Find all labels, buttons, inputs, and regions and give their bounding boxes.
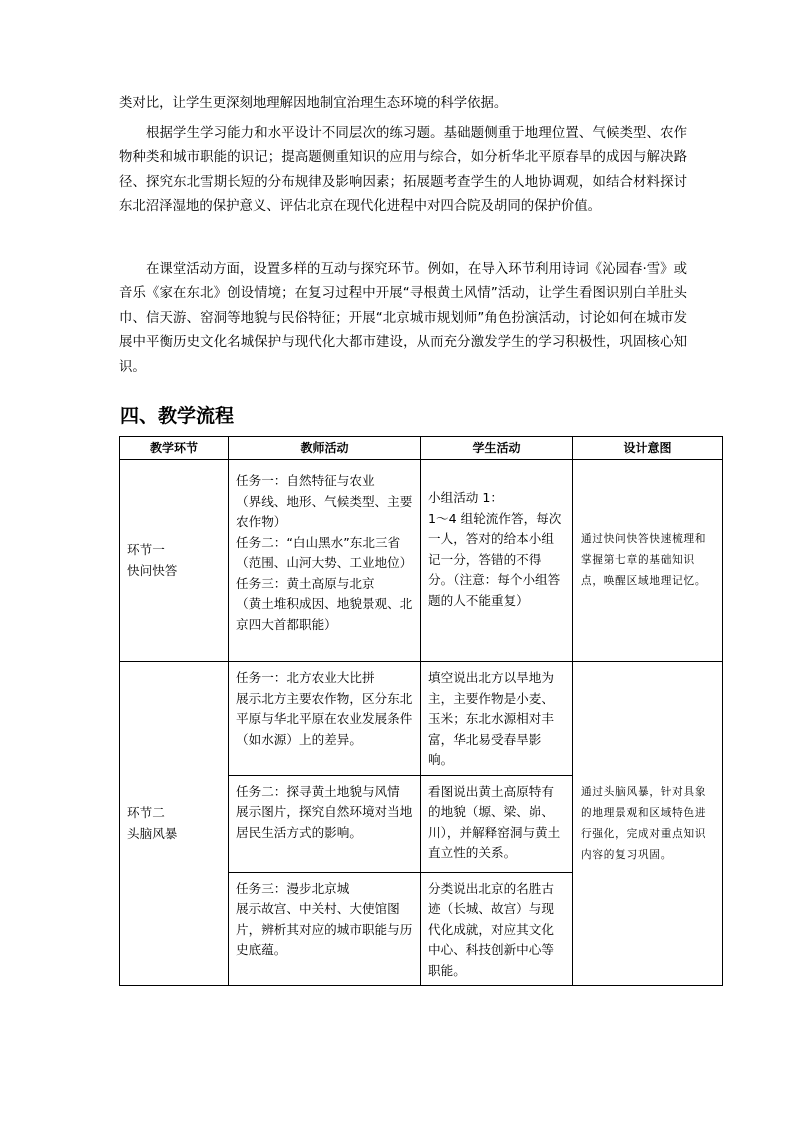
stage-1-label: 环节一 — [127, 542, 165, 557]
stage-2-teacher-task-2: 任务二：探寻黄土地貌与风情 展示图片，探究自然环境对当地居民生活方式的影响。 — [229, 775, 421, 872]
intro-paragraph-1: 类对比，让学生更深刻地理解因地制宜治理生态环境的科学依据。 — [119, 96, 508, 111]
stage-2-design-intent: 通过头脑风暴，针对具象的地理景观和区域特色进行强化，完成对重点知识内容的复习巩固。 — [573, 662, 723, 986]
stage-2-student-task-1: 填空说出北方以旱地为主，主要作物是小麦、玉米；东北水源相对丰富，华北易受春旱影响。 — [421, 662, 573, 776]
teaching-flow-table — [119, 436, 723, 986]
header-teacher: 教师活动 — [229, 437, 421, 460]
intro-paragraph-3: 在课堂活动方面，设置多样的互动与探究环节。例如，在导入环节利用诗词《沁园春·雪》或音乐《家在东北》创设情境；在复习过程中开展“寻根黄土风情”活动，让学生看图识别白羊肚头巾、信天游、窑洞等地貌与民俗特征；开展“北京城市规划师”角色扮演活动，讨论如何在城市发展中平衡历史文化名城保护与现代化大都市建设，从而充分激发学生的学习积极性，巩固核心知识。 — [119, 262, 687, 375]
table-row — [120, 662, 723, 776]
stage-1-name — [120, 460, 229, 662]
stage-1-teacher-activity: 任务一：自然特征与农业 （界线、地形、气候类型、主要农作物） 任务二：“白山黑水”东北三省 （范围、山河大势、工业地位） 任务三：黄土高原与北京 （黄土堆积成因、地貌景观、北京四大首都职能） — [229, 460, 421, 662]
stage-2-title: 头脑风暴 — [127, 825, 178, 841]
section-heading: 四、教学流程 — [120, 405, 235, 427]
stage-2-label: 环节二 — [127, 805, 165, 820]
header-student: 学生活动 — [421, 437, 573, 460]
stage-2-teacher-task-3: 任务三：漫步北京城 展示故宫、中关村、大使馆图片，辨析其对应的城市职能与历史底蕴。 — [229, 872, 421, 986]
intro-paragraph-2: 根据学生学习能力和水平设计不同层次的练习题。基础题侧重于地理位置、气候类型、农作物种类和城市职能的识记；提高题侧重知识的应用与综合，如分析华北平原春旱的成因与解决路径、探究东北雪期长短的分布规律及影响因素；拓展题考查学生的人地协调观，如结合材料探讨东北沼泽湿地的保护意义、评估北京在现代化进程中对四合院及胡同的保护价值。 — [119, 126, 687, 215]
stage-1-design-intent: 通过快问快答快速梳理和掌握第七章的基础知识点，唤醒区域地理记忆。 — [573, 460, 723, 662]
stage-2-student-task-2: 看图说出黄土高原特有的地貌（塬、梁、峁、川），并解释窑洞与黄土直立性的关系。 — [421, 775, 573, 872]
stage-2-teacher-task-1: 任务一：北方农业大比拼 展示北方主要农作物，区分东北平原与华北平原在农业发展条件（如水源）上的差异。 — [229, 662, 421, 776]
stage-1-title: 快问快答 — [127, 562, 178, 578]
header-stage: 教学环节 — [120, 437, 229, 460]
header-design: 设计意图 — [573, 437, 723, 460]
stage-1-student-activity: 小组活动 1： 1～4 组轮流作答，每次一人，答对的给本小组记一分，答错的不得分。（注意：每个小组答题的人不能重复） — [421, 460, 573, 662]
table-row — [120, 460, 723, 662]
table-header-row — [120, 437, 723, 460]
stage-2-student-task-3: 分类说出北京的名胜古迹（长城、故宫）与现代化成就，对应其文化中心、科技创新中心等职能。 — [421, 872, 573, 986]
stage-2-name — [120, 662, 229, 986]
